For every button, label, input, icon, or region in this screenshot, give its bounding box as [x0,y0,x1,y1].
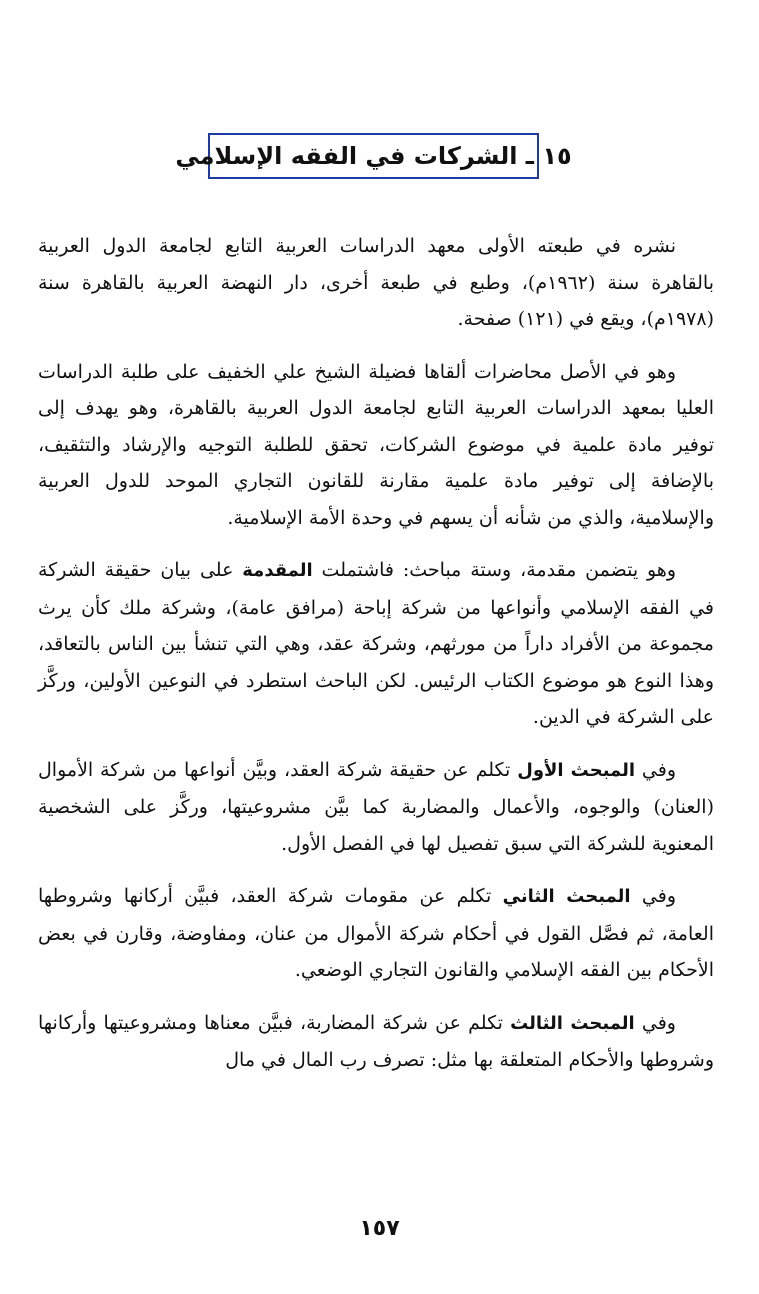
section-term: المبحث الثاني [502,886,631,907]
body-text [38,228,714,1095]
chapter-heading-box [175,133,572,179]
paragraph [38,552,714,736]
paragraph-text: تكلم عن مقومات شركة العقد، فبيَّن أركانها وشروطها العامة، ثم فصَّل القول في أحكام شركة الأموال من عنان، ومفاوضة، وقارن في بعض الأحكام بين الفقه الإسلامي والقانون التجاري الوضعي. [38,885,714,981]
paragraph-text: وهو في الأصل محاضرات ألقاها فضيلة الشيخ علي الخفيف على طلبة الدراسات العليا بمعهد الدراسات العربية التابع لجامعة الدول العربية بالقاهرة، وهو يهدف إلى توفير مادة علمية في موضوع الشركات، تحقق للطلبة التوجيه والإرشاد والتثقيف، بالإضافة إلى توفير مادة علمية مقارنة للقانون التجاري الموحد للدول العربية والإسلامية، والذي من شأنه أن يسهم في وحدة الأمة الإسلامية. [38,360,714,529]
paragraph-text: وفي [634,1011,676,1034]
page-number: ١٥٧ [359,1216,400,1241]
section-term: المقدمة [242,560,313,581]
paragraph-text: نشره في طبعته الأولى معهد الدراسات العربية التابع لجامعة الدول العربية بالقاهرة سنة (١٩٦٢م)، وطبع في طبعة أخرى، دار النهضة العربية بالقاهرة سنة (١٩٧٨م)، ويقع في (١٢١) صفحة. [38,235,714,330]
paragraph [38,1005,714,1079]
paragraph [38,878,714,989]
paragraph [38,752,714,863]
paragraph-text: على بيان حقيقة الشركة في الفقه الإسلامي وأنواعها من شركة إباحة (مرافق عامة)، وشركة ملك كأن يرث مجموعة من الأفراد داراً من مورثهم، وشركة عقد، وهي التي تنشأ بين الناس بالتعاقد، وهذا النوع هو موضوع الكتاب الرئيس. لكن الباحث استطرد في النوعين الأولين، وركَّز على الشركة في الدين. [38,559,714,728]
paragraph [38,354,714,537]
chapter-title: ١٥ ـ الشركات في الفقه الإسلامي [175,142,572,170]
section-term: المبحث الأول [517,759,636,781]
paragraph [38,228,714,338]
paragraph-text: وفي [630,885,676,907]
paragraph-text: وهو يتضمن مقدمة، وستة مباحث: فاشتملت [312,559,676,581]
section-term: المبحث الثالث [510,1012,635,1034]
paragraph-text: وفي [635,758,676,781]
paragraph-text: تكلم عن شركة المضاربة، فبيَّن معناها ومشروعيتها وأركانها وشروطها والأحكام المتعلقة بها مثل: تصرف رب المال في مال [38,1011,714,1071]
paragraph-text: تكلم عن حقيقة شركة العقد، وبيَّن أنواعها من شركة الأموال (العنان) والوجوه، والأعمال والمضاربة كما بيَّن مشروعيتها، وركَّز على الشخصية المعنوية للشركة التي سبق تفصيل لها في الفصل الأول. [38,758,714,855]
